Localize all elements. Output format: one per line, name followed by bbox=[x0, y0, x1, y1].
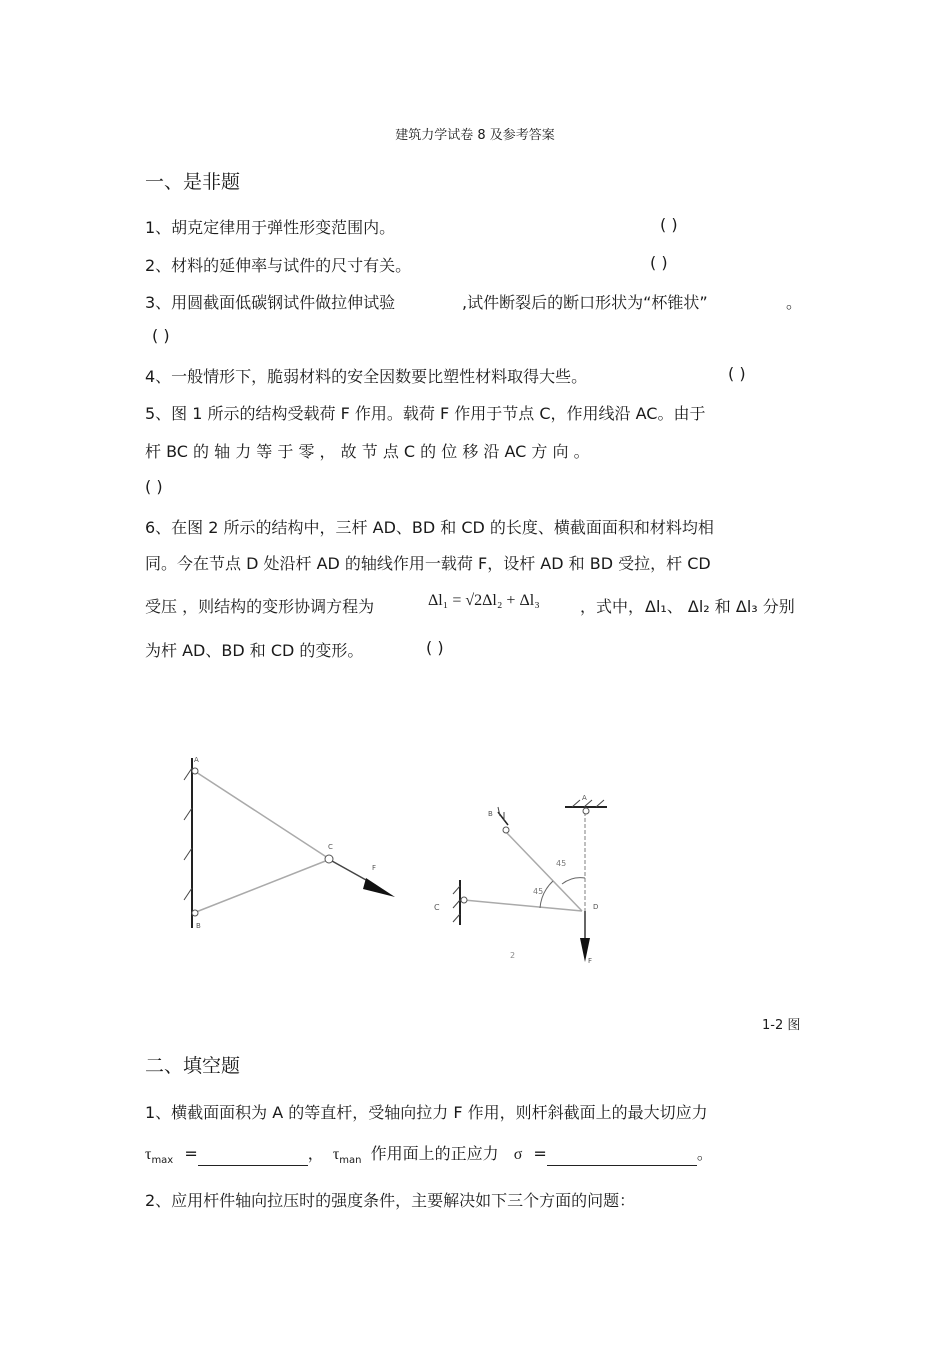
equals-sign-1: = bbox=[184, 1144, 198, 1163]
sigma-symbol: σ bbox=[513, 1146, 523, 1163]
fig2-bar-bd bbox=[506, 832, 582, 911]
tau-man-symbol: τ bbox=[332, 1146, 340, 1163]
fig2-label-c: C bbox=[434, 903, 440, 912]
fill-question-1-line2 bbox=[145, 1141, 713, 1166]
comma: ， bbox=[307, 1144, 324, 1163]
tau-max-subscript: max bbox=[151, 1155, 174, 1166]
fig1-label-f: F bbox=[372, 864, 377, 872]
question-5-answer-blank[interactable]: ( ) bbox=[145, 477, 163, 496]
fig1-label-c: C bbox=[328, 843, 333, 851]
figure-2-truss bbox=[420, 780, 640, 980]
fig2-label-a: A bbox=[582, 794, 587, 802]
question-6-line1: 6、在图 2 所示的结构中，三杆 AD、BD 和 CD 的长度、横截面面积和材料均相 bbox=[145, 518, 714, 537]
fig2-joint-c bbox=[461, 897, 467, 903]
fig2-number: 2 bbox=[510, 951, 516, 960]
period: 。 bbox=[696, 1144, 713, 1163]
fig1-bar-bc bbox=[196, 860, 328, 912]
fig2-joint-b bbox=[503, 827, 509, 833]
page-title: 建筑力学试卷 8 及参考答案 bbox=[395, 128, 555, 143]
question-6-line3-end: Δl₁、 Δl₂ 和 Δl₃ 分别 bbox=[645, 597, 795, 616]
tau-max-symbol: τ bbox=[145, 1146, 152, 1163]
question-6-line2: 同。今在节点 D 处沿杆 AD 的轴线作用一载荷 F，设杆 AD 和 BD 受拉，杆 CD bbox=[145, 554, 711, 573]
question-2-answer-blank[interactable]: ( ) bbox=[650, 253, 668, 272]
question-6-line3-start: 受压 ，则结构的变形协调方程为 bbox=[145, 597, 375, 616]
sigma-answer-blank[interactable] bbox=[547, 1147, 697, 1166]
fig1-bar-ac bbox=[196, 772, 328, 858]
question-3-period: 。 bbox=[786, 293, 803, 312]
fill-question-1-line1: 1、横截面面积为 A 的等直杆，受轴向拉力 F 作用，则杆斜截面上的最大切应力 bbox=[145, 1103, 708, 1122]
question-6-answer-blank[interactable]: ( ) bbox=[426, 638, 444, 657]
question-6-line3-mid: ，式中， bbox=[580, 597, 645, 616]
question-5-line1: 5、图 1 所示的结构受载荷 F 作用。载荷 F 作用于节点 C，作用线沿 AC。由于 bbox=[145, 404, 706, 423]
question-1-answer-blank[interactable]: ( ) bbox=[660, 215, 678, 234]
fig1-label-b: B bbox=[196, 922, 201, 930]
tau-max-answer-blank[interactable] bbox=[198, 1147, 308, 1166]
fig2-angle-arc-upper bbox=[562, 878, 585, 884]
question-3-text-part2: ,试件断裂后的断口形状为“杯锥状” bbox=[462, 293, 708, 312]
question-3-answer-blank[interactable]: ( ) bbox=[152, 326, 170, 345]
tau-man-subscript: man bbox=[339, 1155, 362, 1166]
question-5-line2: 杆 BC 的 轴 力 等 于 零 ， 故 节 点 C 的 位 移 沿 AC 方 向 。 bbox=[145, 442, 590, 461]
section-heading-true-false: 一、是非题 bbox=[145, 171, 241, 193]
question-6-line4: 为杆 AD、BD 和 CD 的变形。 bbox=[145, 641, 364, 660]
fill-question-2-text: 2、应用杆件轴向拉压时的强度条件，主要解决如下三个方面的问题： bbox=[145, 1191, 636, 1210]
fig2-support-a-hatch bbox=[572, 800, 604, 807]
question-4-text: 4、一般情形下，脆弱材料的安全因数要比塑性材料取得大些。 bbox=[145, 367, 588, 386]
fig1-load-arrow bbox=[363, 878, 395, 897]
fig1-joint-c bbox=[325, 855, 333, 863]
fig2-label-d: D bbox=[593, 903, 599, 911]
fig1-joint-a bbox=[192, 768, 198, 774]
fig2-label-b: B bbox=[488, 810, 493, 818]
figure-caption: 1-2 图 bbox=[762, 1018, 801, 1033]
fig1-joint-b bbox=[192, 910, 198, 916]
fig1-wall-hatch bbox=[184, 768, 192, 900]
fig2-wall-c-hatch bbox=[453, 886, 460, 922]
question-1-text: 1、胡克定律用于弹性形变范围内。 bbox=[145, 218, 396, 237]
question-4-answer-blank[interactable]: ( ) bbox=[728, 364, 746, 383]
fig2-joint-a bbox=[583, 808, 589, 814]
section-heading-fill-in: 二、填空题 bbox=[145, 1055, 241, 1077]
question-3-text-part1: 3、用圆截面低碳钢试件做拉伸试验 bbox=[145, 293, 396, 312]
deformation-equation: Δl₁ = √2Δl₂ + Δl₃ bbox=[428, 592, 540, 609]
question-2-text: 2、材料的延伸率与试件的尺寸有关。 bbox=[145, 256, 412, 275]
fig2-label-f: F bbox=[588, 957, 593, 965]
fig2-bar-cd bbox=[464, 900, 582, 911]
figure-1-truss bbox=[170, 750, 410, 970]
fig2-angle-label-1: 45 bbox=[556, 859, 567, 868]
equals-sign-2: = bbox=[533, 1144, 547, 1163]
normal-stress-label: 作用面上的正应力 bbox=[370, 1144, 499, 1163]
fig1-label-a: A bbox=[194, 756, 199, 764]
fig2-angle-label-2: 45 bbox=[533, 887, 544, 896]
